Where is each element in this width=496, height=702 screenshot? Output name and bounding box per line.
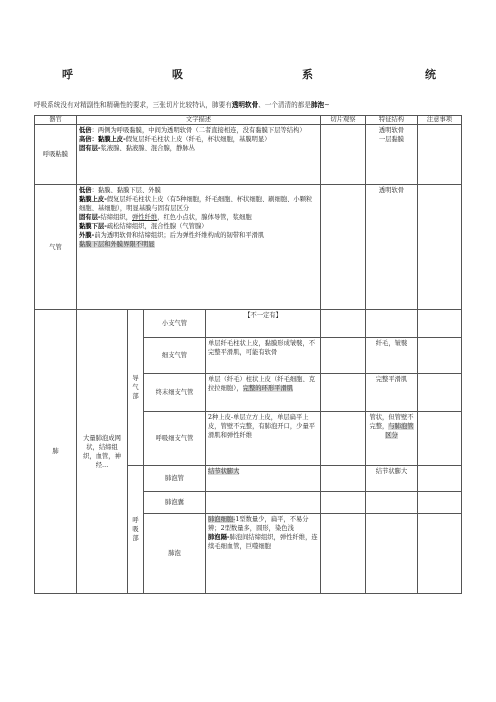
table-row-trachea: [35, 185, 462, 310]
slide-cell: [321, 185, 366, 310]
slide-cell: [321, 310, 366, 338]
respiratory-portion-cell: 呼吸部: [128, 466, 144, 594]
histology-table: [34, 115, 462, 594]
notes-cell: [418, 338, 462, 374]
feature-cell: [366, 310, 418, 338]
feature-cell: [366, 492, 418, 514]
feature-cell: [366, 514, 418, 594]
slide-cell: [321, 338, 366, 374]
feature-cell: 透明软骨 一层黏膜: [366, 125, 418, 185]
notes-cell: [418, 514, 462, 594]
feature-cell: 纤毛，皱襞: [366, 338, 418, 374]
slide-cell: [321, 514, 366, 594]
lung-description-cell: 大量肺泡成网状，结缔组织，血管，神经…: [77, 310, 128, 594]
subsection-desc: 结节状膨大: [206, 466, 321, 492]
subsection-desc: 肺泡细胞-1型数量少，扁平，不易分辨；2型数量多，圆形，染色浅 肺泡隔-肺泡间结缔组织，弹性纤维，连续毛细血管，巨噬细胞: [206, 514, 321, 594]
page-title: [0, 66, 496, 86]
subsection-name: 肺泡囊: [144, 492, 206, 514]
header-notes: 注意事项: [418, 116, 462, 125]
title-char: 系: [302, 68, 313, 81]
organ-cell: 气管: [35, 185, 77, 310]
notes-cell: [418, 374, 462, 412]
header-description: 文字描述: [77, 116, 321, 125]
notes-cell: [418, 492, 462, 514]
subsection-name: 肺泡管: [144, 466, 206, 492]
notes-cell: [418, 185, 462, 310]
organ-cell: 呼吸粘膜: [35, 125, 77, 185]
header-feature: 特征结构: [366, 116, 418, 125]
header-slide: 切片观察: [321, 116, 366, 125]
intro-text: 呼吸系统没有对精副性和精确性的要求，三张切片比较特认，肺要有透明软骨、一个清清的都是肺泡~: [34, 101, 330, 109]
slide-cell: [321, 374, 366, 412]
title-char: 呼: [62, 68, 73, 81]
title-char: 吸: [172, 68, 183, 81]
slide-cell: [321, 492, 366, 514]
optional-note: 【不一定有】: [206, 310, 321, 338]
slide-cell: [321, 125, 366, 185]
description-cell: 低倍：两侧为呼吸黏膜，中间为透明软骨（二者直接相连，没有黏膜下层等结构） 高倍：黏膜上皮-假复层纤毛柱状上皮（纤毛，杯状细胞，基膜明显） 固有层-浆液腺、黏液腺、混合腺，静脉丛: [77, 125, 321, 185]
feature-cell: 管状，但管壁不完整，与肺泡管区分: [366, 412, 418, 466]
notes-cell: [418, 310, 462, 338]
conducting-portion-cell: 导气部: [128, 310, 144, 466]
slide-cell: [321, 466, 366, 492]
header-organ: 器官: [35, 116, 77, 125]
slide-cell: [321, 412, 366, 466]
organ-cell: 肺: [35, 310, 77, 594]
table-row-mucosa: [35, 125, 462, 185]
subsection-desc: 2种上皮-单层立方上皮，单层扁平上皮，管壁不完整，有肺泡开口，少量平滑肌和弹性纤维: [206, 412, 321, 466]
table-header-row: [35, 116, 462, 125]
subsection-desc: 单层纤毛柱状上皮，黏膜形成皱襞，不完整平滑肌，可能有软骨: [206, 338, 321, 374]
subsection-name: 小支气管: [144, 310, 206, 338]
notes-cell: [418, 125, 462, 185]
subsection-name: 终末细支气管: [144, 374, 206, 412]
feature-cell: 结节状膨大: [366, 466, 418, 492]
notes-cell: [418, 412, 462, 466]
feature-cell: 透明软骨: [366, 185, 418, 310]
table-row-lung: [35, 310, 462, 338]
subsection-desc: [206, 492, 321, 514]
subsection-name: 肺泡: [144, 514, 206, 594]
subsection-name: 细支气管: [144, 338, 206, 374]
description-cell: 低倍：黏膜、黏膜下层、外膜 黏膜上皮-假复层纤毛柱状上皮（有5种细胞，纤毛细胞、杯状细胞、刷细胞、小颗粒细胞、基细胞），明显基膜与固有层区分 固有层-结缔组织，弹性纤维，红色小点状，腺体导管，浆细胞 黏膜下层-疏松结缔组织，混合性腺（气管腺） 外膜-前为透明软骨和结缔组织；后为弹性纤维构成的韧带和平滑肌 黏膜下层和外膜界限不明显: [77, 185, 321, 310]
title-char: 统: [425, 68, 436, 81]
feature-cell: 完整平滑肌: [366, 374, 418, 412]
subsection-desc: 单层（纤毛）柱状上皮（纤毛细胞、克拉拉细胞），完整的环形平滑肌: [206, 374, 321, 412]
notes-cell: [418, 466, 462, 492]
subsection-name: 呼吸细支气管: [144, 412, 206, 466]
